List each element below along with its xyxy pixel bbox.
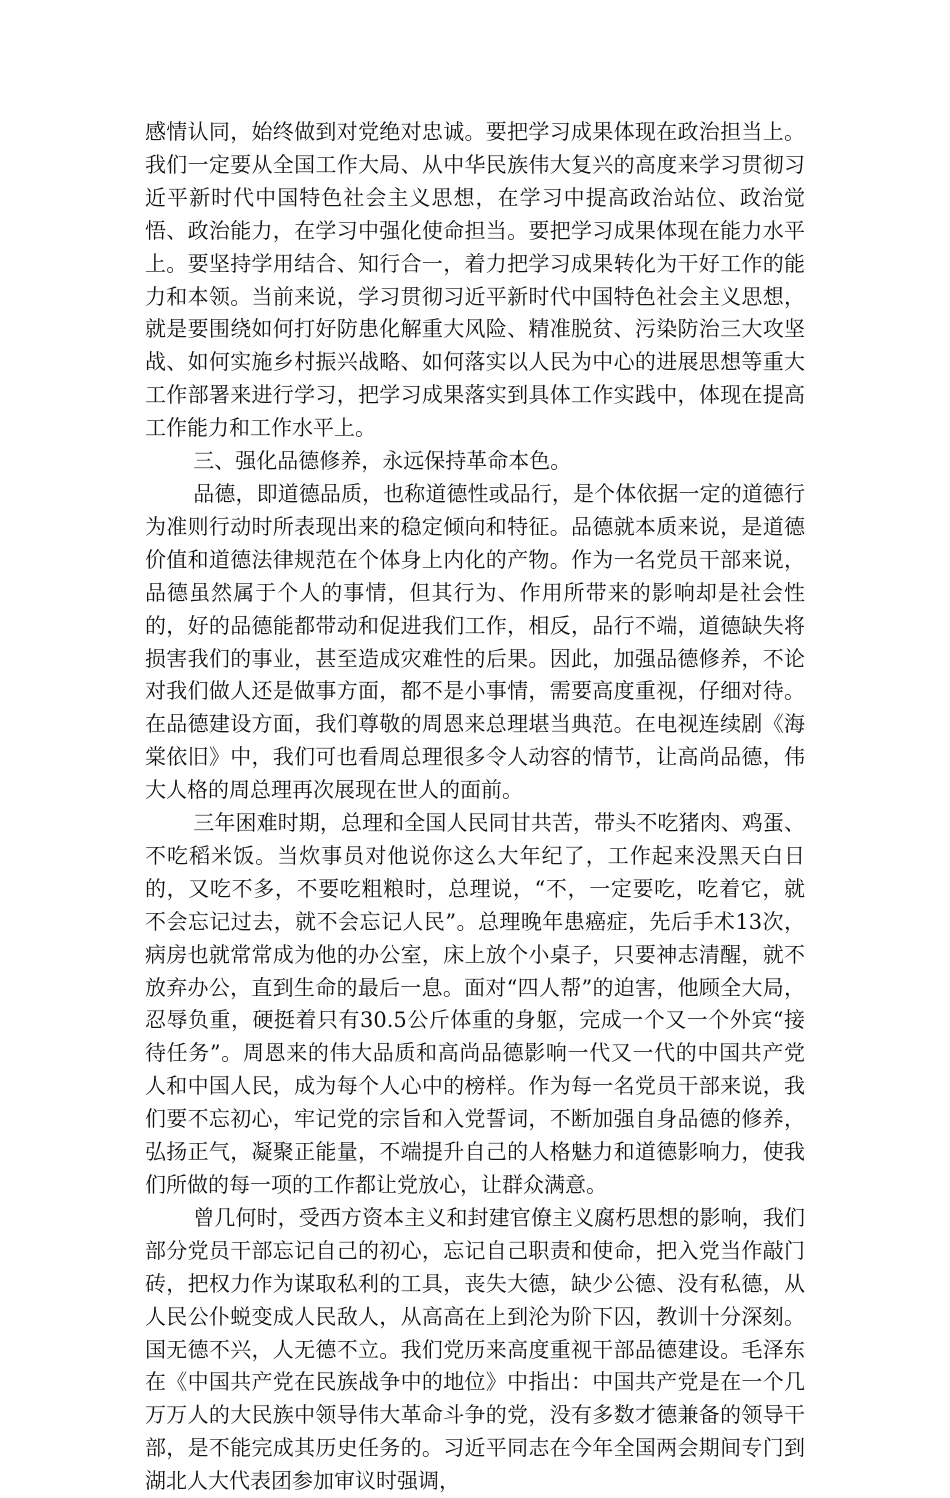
paragraph: 曾几何时，受西方资本主义和封建官僚主义腐朽思想的影响，我们部分党员干部忘记自己的初心，忘记自己职责和使命，把入党当作敲门砖，把权力作为谋取私利的工具，丧失大德，缺少公德、没有私德，从人民公仆蜕变成人民敌人，从高高在上到沦为阶下囚，教训十分深刻。国无德不兴，人无德不立。我们党历来高度重视干部品德建设。毛泽东在《中国共产党在民族战争中的地位》中指出：中国共产党是在一个几万万人的大民族中领导伟大革命斗争的党，没有多数才德兼备的领导干部，是不能完成其历史任务的。习近平同志在今年全国两会期间专门到湖北人大代表团参加审议时强调， xyxy=(145,1205,805,1494)
section-heading: 三、强化品德修养，永远保持革命本色。 xyxy=(193,449,572,474)
paragraph: 品德，即道德品质，也称道德性或品行，是个体依据一定的道德行为准则行动时所表现出来的稳定倾向和特征。品德就本质来说，是道德价值和道德法律规范在个体身上内化的产物。作为一名党员干部来说，品德虽然属于个人的事情，但其行为、作用所带来的影响却是社会性的，好的品德能都带动和促进我们工作，相反，品行不端，道德缺失将损害我们的事业，甚至造成灾难性的后果。因此，加强品德修养，不论对我们做人还是做事方面，都不是小事情，需要高度重视，仔细对待。在品德建设方面，我们尊敬的周恩来总理堪当典范。在电视连续剧《海棠依旧》中，我们可也看周总理很多令人动容的情节，让高尚品德，伟大人格的周总理再次展现在世人的面前。 xyxy=(145,481,805,803)
paragraph: 三年困难时期，总理和全国人民同甘共苦，带头不吃猪肉、鸡蛋、不吃稻米饭。当炊事员对他说你这么大年纪了，工作起来没黑天白日的，又吃不多，不要吃粗粮时，总理说，“不，一定要吃，吃着它，就不会忘记过去，就不会忘记人民”。总理晚年患癌症，先后手术13次，病房也就常常成为他的办公室，床上放个小桌子，只要神志清醒，就不放弃办公，直到生命的最后一息。面对“四人帮”的迫害，他顾全大局，忍辱负重，硬挺着只有30.5公斤体重的身躯，完成一个又一个外宾“接待任务”。周恩来的伟大品质和高尚品德影响一代又一代的中国共产党人和中国人民，成为每个人心中的榜样。作为每一名党员干部来说，我们要不忘初心，牢记党的宗旨和入党誓词，不断加强自身品德的修养，弘扬正气，凝聚正能量，不端提升自己的人格魅力和道德影响力，使我们所做的每一项的工作都让党放心，让群众满意。 xyxy=(145,811,805,1197)
document-body xyxy=(145,116,805,1498)
paragraph-continuation: 感情认同，始终做到对党绝对忠诚。要把学习成果体现在政治担当上。我们一定要从全国工作大局、从中华民族伟大复兴的高度来学习贯彻习近平新时代中国特色社会主义思想，在学习中提高政治站位、政治觉悟、政治能力，在学习中强化使命担当。要把学习成果体现在能力水平上。要坚持学用结合、知行合一，着力把学习成果转化为干好工作的能力和本领。当前来说，学习贯彻习近平新时代中国特色社会主义思想，就是要围绕如何打好防患化解重大风险、精准脱贫、污染防治三大攻坚战、如何实施乡村振兴战略、如何落实以人民为中心的进展思想等重大工作部署来进行学习，把学习成果落实到具体工作实践中，体现在提高工作能力和工作水平上。 xyxy=(145,120,805,441)
